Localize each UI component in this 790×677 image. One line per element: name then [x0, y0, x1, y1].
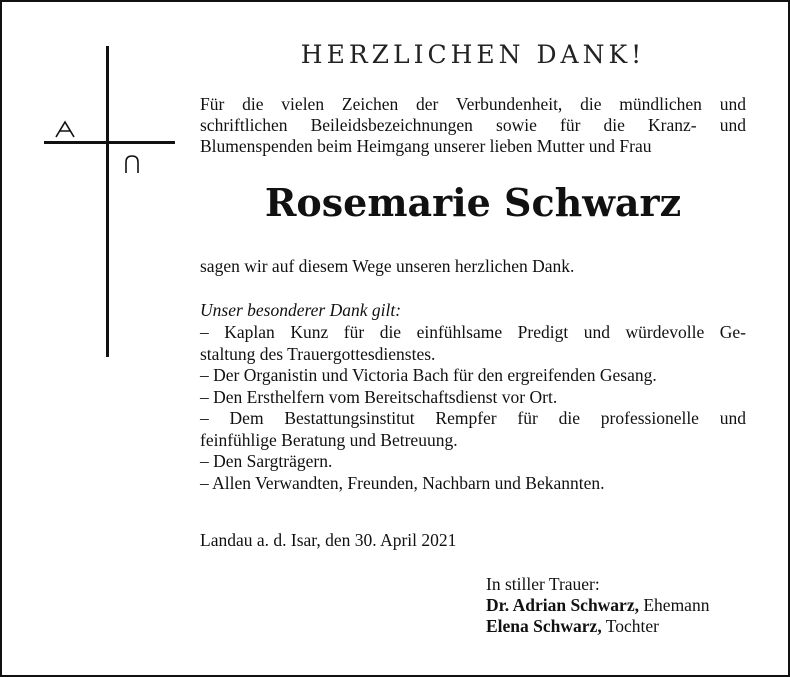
list-item-line: – Allen Verwandten, Freunden, Nachbarn und Bekannten.: [200, 472, 605, 493]
deceased-name: Rosemarie Schwarz: [264, 180, 682, 225]
intro-line: schriftlichen Beileidsbezeichnungen sowie für die Kranz- und: [200, 115, 746, 135]
cross-icon: [106, 46, 109, 357]
place-date: Landau a. d. Isar, den 30. April 2021: [200, 530, 457, 550]
list-item-line: – Dem Bestattungsinstitut Rempfer für die professionelle und: [200, 408, 746, 428]
mourner-relation: Tochter: [601, 616, 659, 636]
list-item-line: staltung des Trauergottesdienstes.: [200, 343, 436, 364]
mourner: [486, 616, 709, 637]
omega-icon: [123, 154, 141, 174]
mourner: [486, 595, 709, 616]
list-item: [200, 451, 746, 473]
list-item-line: – Kaplan Kunz für die einfühlsame Predigt und würdevolle Ge-: [200, 322, 746, 342]
heading: HERZLICHEN DANK!: [300, 40, 646, 69]
list-item: [200, 473, 746, 495]
thanks-line: sagen wir auf diesem Wege unseren herzlichen Dank.: [200, 256, 575, 276]
signature-block: [486, 574, 709, 637]
intro-line: Für die vielen Zeichen der Verbundenheit, die mündlichen und: [200, 94, 746, 114]
mourner-relation: Ehemann: [638, 595, 710, 615]
special-thanks-heading: Unser besonderer Dank gilt:: [200, 300, 402, 320]
list-item: [200, 365, 746, 387]
list-item-line: – Der Organistin und Victoria Bach für den ergreifenden Gesang.: [200, 365, 657, 385]
list-item-line: – Den Sargträgern.: [200, 451, 333, 471]
list-item-line: – Den Ersthelfern vom Bereitschaftsdienst vor Ort.: [200, 386, 558, 407]
cross-bar: [44, 141, 175, 144]
list-item-line: feinfühlige Beratung und Betreuung.: [200, 429, 458, 450]
mourner-name: Dr. Adrian Schwarz,: [486, 595, 639, 615]
list-item: [200, 408, 746, 451]
mourning-intro: In stiller Trauer:: [486, 574, 600, 594]
intro-line: Blumenspenden beim Heimgang unserer lieben Mutter und Frau: [200, 136, 652, 156]
special-thanks-list: [200, 322, 746, 494]
mourner-name: Elena Schwarz,: [486, 616, 602, 636]
intro-text: [200, 94, 746, 157]
list-item: [200, 387, 746, 409]
alpha-icon: [54, 120, 76, 138]
list-item: [200, 322, 746, 365]
